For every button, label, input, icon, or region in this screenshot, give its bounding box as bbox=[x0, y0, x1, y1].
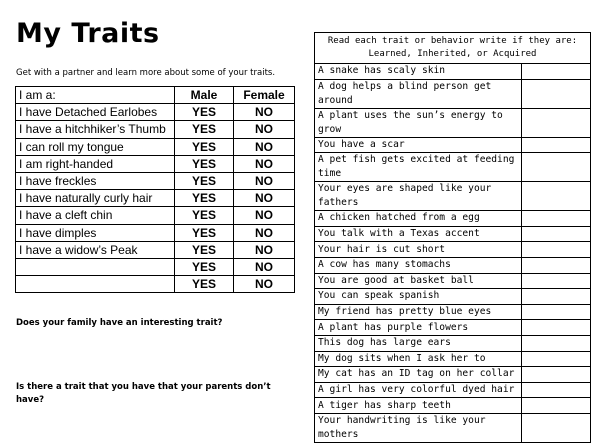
trait-row bbox=[16, 276, 295, 293]
trait-label: I can roll my tongue bbox=[16, 138, 175, 155]
behavior-answer-cell[interactable] bbox=[522, 398, 591, 414]
trait-row bbox=[16, 190, 295, 207]
female-answer: NO bbox=[234, 258, 295, 275]
behavior-answer-cell[interactable] bbox=[522, 351, 591, 367]
behavior-text: You can speak spanish bbox=[315, 289, 522, 305]
male-answer: YES bbox=[175, 258, 234, 275]
behavior-text: Your eyes are shaped like your fathers bbox=[315, 182, 522, 211]
behavior-text: A plant has purple flowers bbox=[315, 320, 522, 336]
behavior-row bbox=[315, 226, 591, 242]
behavior-text: You have a scar bbox=[315, 137, 522, 153]
behavior-text: A cow has many stomachs bbox=[315, 257, 522, 273]
behavior-row bbox=[315, 413, 591, 442]
trait-row bbox=[16, 241, 295, 258]
trait-label: I have a hitchhiker’s Thumb bbox=[16, 121, 175, 138]
behavior-answer-cell[interactable] bbox=[522, 320, 591, 336]
female-answer: NO bbox=[234, 276, 295, 293]
male-answer: YES bbox=[175, 276, 234, 293]
behavior-header-row bbox=[315, 33, 591, 64]
male-answer: YES bbox=[175, 224, 234, 241]
male-answer: YES bbox=[175, 190, 234, 207]
behavior-row bbox=[315, 153, 591, 182]
behavior-answer-cell[interactable] bbox=[522, 137, 591, 153]
traits-header-row bbox=[16, 87, 295, 104]
behavior-answer-cell[interactable] bbox=[522, 79, 591, 108]
behavior-row bbox=[315, 257, 591, 273]
header-i-am: I am a: bbox=[16, 87, 175, 104]
behavior-row bbox=[315, 182, 591, 211]
trait-label: I have a cleft chin bbox=[16, 207, 175, 224]
behavior-answer-cell[interactable] bbox=[522, 382, 591, 398]
male-answer: YES bbox=[175, 138, 234, 155]
female-answer: NO bbox=[234, 121, 295, 138]
female-answer: NO bbox=[234, 104, 295, 121]
male-answer: YES bbox=[175, 104, 234, 121]
behavior-answer-cell[interactable] bbox=[522, 367, 591, 383]
female-answer: NO bbox=[234, 190, 295, 207]
behavior-text: A dog helps a blind person get around bbox=[315, 79, 522, 108]
behavior-header bbox=[315, 33, 591, 64]
female-answer: NO bbox=[234, 224, 295, 241]
behavior-answer-cell[interactable] bbox=[522, 413, 591, 442]
behavior-text: A tiger has sharp teeth bbox=[315, 398, 522, 414]
male-answer: YES bbox=[175, 121, 234, 138]
behavior-text: Your hair is cut short bbox=[315, 242, 522, 258]
behavior-text: My dog sits when I ask her to bbox=[315, 351, 522, 367]
behavior-row bbox=[315, 398, 591, 414]
behavior-answer-cell[interactable] bbox=[522, 153, 591, 182]
behavior-row bbox=[315, 137, 591, 153]
trait-row bbox=[16, 207, 295, 224]
behavior-answer-cell[interactable] bbox=[522, 64, 591, 80]
traits-table bbox=[15, 86, 295, 293]
instructions-text: Get with a partner and learn more about some of your traits. bbox=[16, 68, 276, 78]
behavior-row bbox=[315, 211, 591, 227]
male-answer: YES bbox=[175, 207, 234, 224]
behavior-header-line2: Learned, Inherited, or Acquired bbox=[368, 49, 537, 59]
behavior-row bbox=[315, 367, 591, 383]
female-answer: NO bbox=[234, 138, 295, 155]
behavior-answer-cell[interactable] bbox=[522, 257, 591, 273]
trait-row bbox=[16, 104, 295, 121]
header-female: Female bbox=[234, 87, 295, 104]
behavior-answer-cell[interactable] bbox=[522, 108, 591, 137]
female-answer: NO bbox=[234, 172, 295, 189]
male-answer: YES bbox=[175, 172, 234, 189]
behavior-row bbox=[315, 64, 591, 80]
behavior-text: A chicken hatched from a egg bbox=[315, 211, 522, 227]
behavior-row bbox=[315, 108, 591, 137]
trait-label bbox=[16, 258, 175, 275]
trait-row bbox=[16, 121, 295, 138]
trait-row bbox=[16, 258, 295, 275]
behavior-answer-cell[interactable] bbox=[522, 211, 591, 227]
trait-label: I am right-handed bbox=[16, 155, 175, 172]
behavior-row bbox=[315, 351, 591, 367]
behavior-text: You are good at basket ball bbox=[315, 273, 522, 289]
trait-row bbox=[16, 138, 295, 155]
behavior-answer-cell[interactable] bbox=[522, 242, 591, 258]
behavior-row bbox=[315, 335, 591, 351]
behavior-text: A girl has very colorful dyed hair bbox=[315, 382, 522, 398]
behavior-answer-cell[interactable] bbox=[522, 226, 591, 242]
behavior-table bbox=[314, 32, 591, 443]
female-answer: NO bbox=[234, 155, 295, 172]
behavior-answer-cell[interactable] bbox=[522, 335, 591, 351]
behavior-answer-cell[interactable] bbox=[522, 289, 591, 305]
trait-row bbox=[16, 224, 295, 241]
behavior-text: My cat has an ID tag on her collar bbox=[315, 367, 522, 383]
behavior-row bbox=[315, 273, 591, 289]
male-answer: YES bbox=[175, 155, 234, 172]
behavior-answer-cell[interactable] bbox=[522, 304, 591, 320]
male-answer: YES bbox=[175, 241, 234, 258]
trait-label: I have Detached Earlobes bbox=[16, 104, 175, 121]
behavior-text: A plant uses the sun’s energy to grow bbox=[315, 108, 522, 137]
behavior-text: This dog has large ears bbox=[315, 335, 522, 351]
trait-label: I have dimples bbox=[16, 224, 175, 241]
behavior-answer-cell[interactable] bbox=[522, 182, 591, 211]
behavior-header-line1: Read each trait or behavior write if they are: bbox=[327, 36, 578, 46]
trait-label: I have freckles bbox=[16, 172, 175, 189]
behavior-row bbox=[315, 289, 591, 305]
header-male: Male bbox=[175, 87, 234, 104]
female-answer: NO bbox=[234, 241, 295, 258]
trait-label: I have naturally curly hair bbox=[16, 190, 175, 207]
behavior-answer-cell[interactable] bbox=[522, 273, 591, 289]
behavior-row bbox=[315, 382, 591, 398]
behavior-text: Your handwriting is like your mothers bbox=[315, 413, 522, 442]
question-family-trait: Does your family have an interesting trait? bbox=[16, 318, 223, 328]
behavior-row bbox=[315, 79, 591, 108]
behavior-row bbox=[315, 304, 591, 320]
trait-label bbox=[16, 276, 175, 293]
question-parents-trait: Is there a trait that you have that your parents don’t have? bbox=[16, 382, 271, 405]
behavior-row bbox=[315, 320, 591, 336]
behavior-text: A snake has scaly skin bbox=[315, 64, 522, 80]
trait-row bbox=[16, 155, 295, 172]
trait-label: I have a widow’s Peak bbox=[16, 241, 175, 258]
female-answer: NO bbox=[234, 207, 295, 224]
behavior-text: A pet fish gets excited at feeding time bbox=[315, 153, 522, 182]
page-title: My Traits bbox=[16, 18, 160, 49]
behavior-text: My friend has pretty blue eyes bbox=[315, 304, 522, 320]
behavior-text: You talk with a Texas accent bbox=[315, 226, 522, 242]
trait-row bbox=[16, 172, 295, 189]
behavior-row bbox=[315, 242, 591, 258]
